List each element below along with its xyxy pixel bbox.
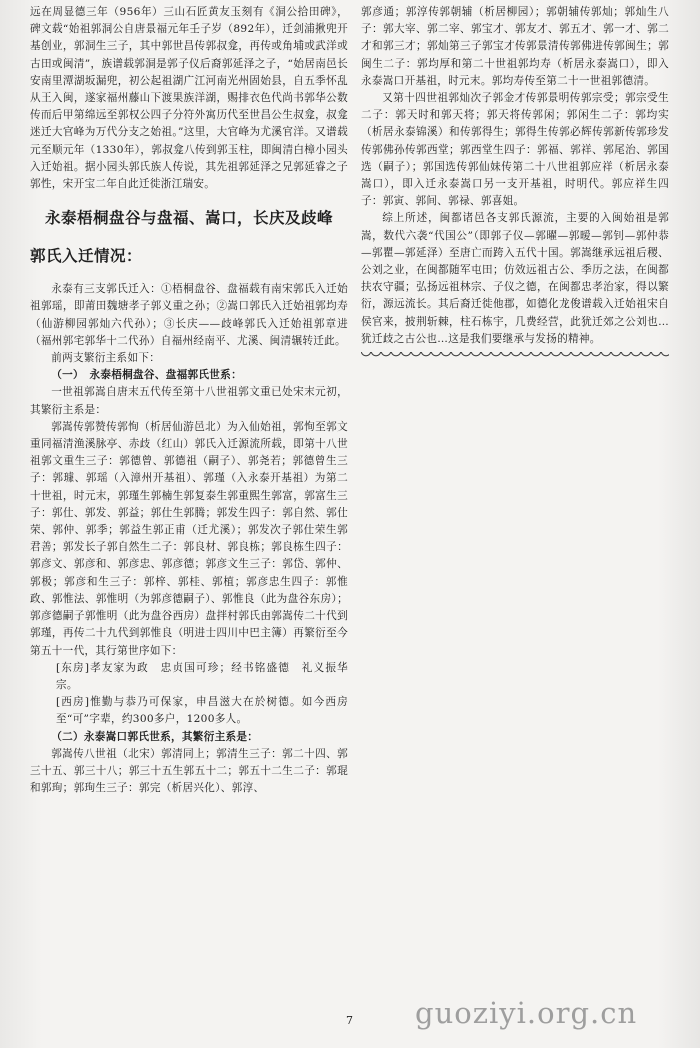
paragraph-songkou-continued: 郭彦通；郭淳传郭朝辅（析居柳园）；郭朝辅传郭灿；郭灿生八子：郭大宰、郭二宰、郭宝才、郭友才、郭五才、郭一才、郭二才和郭三才；郭灿第三子郭宝才传郭景清传郭佛进传郭闽生；郭闽生二子：郭均厚和第二十世祖郭均寿（析居永泰嵩口），即入永泰嵩口开基祖，时元末。郭均寿传至第二十一世祖郭德清。: [361, 6, 669, 87]
paragraph-first-ancestor: 一世祖郭嵩自唐末五代传至第十八世祖郭文重已处宋末元初，其繁衍主系是：: [30, 386, 348, 416]
heading-panggu-panfu-lineage: （一） 永泰梧桐盘谷、盘福郭氏世系：: [51, 369, 242, 382]
paragraph-fourteenth-generation: 又第十四世祖郭灿次子郭金才传郭景明传郭宗受；郭宗受生二子：郭天时和郭天将；郭天将传郭闲；郭闲生二子：郭均实（析居永泰锦溪）和传郭得生；郭得生传郭必辉传郭新传郭珍发传郭佛孙传郭西堂；郭西堂生四子：郭福、郭祥、郭尾治、郭国选（嗣子）；郭国选传郭仙妹传第二十八世祖郭应祥（析居永泰嵩口），即入迁永泰嵩口另一支开基祖，时明代。郭应祥生四子：郭寅、郭间、郭禄、郭喜姐。: [361, 92, 669, 208]
generation-poem-block: [30, 660, 348, 729]
site-watermark: guoziyi.org.cn: [415, 996, 638, 1030]
section-subtitle: 郭氏入迁情况：: [30, 247, 143, 266]
paragraph-three-branches: 永泰有三支郭氏迁入：①梧桐盘谷、盘福载有南宋郭氏入迁始祖郭瑶，即莆田魏塘孝子郭义重之孙；②嵩口郭氏入迁始祖郭均寿（仙游柳园郭灿六代孙）；③长庆——歧峰郭氏入迁始祖郭章进（福州郭宅郭华十二代孙）自福州经南平、尤溪、闽清辗转迁此。: [30, 283, 348, 347]
paragraph-summary: 综上所述，闽都诸邑各支郭氏源流，主要的入闽始祖是郭嵩，数代六袭“代国公”（即郭子仪—郭曜—郭暧—郭钊—郭仲恭—郭瞿—郭延泽）至唐亡而跨入五代十国。郭嵩继承远祖后稷、公刘之业，在闽都随军屯田；仿效远祖古公、季历之法，在闽都扶农守疆；弘扬远祖林宗、子仪之德，在闽都忠孝治家，得以繁衍，源远流长。其后裔迁徙他郡，如德化龙俊谱载入迁始祖宋自侯官来，披荆斩棘，柱石栋宇，几费经营，此犹迁郊之公刘也…犹迁歧之古公也…这是我们要继承与发扬的精神。: [361, 212, 669, 345]
west-branch-poem: [西房]惟勤与恭乃可保家，申昌滋大在於树德。如今西房至“可”字辈，约300多户，1200多人。: [56, 696, 348, 726]
paragraph-main-lines-intro: 前两支繁衍主系如下：: [51, 352, 161, 365]
right-column: [361, 4, 669, 362]
paragraph-guo-dong-stele: 远在周显德三年（956年）三山石匠黄友玉刻有《洞公拾田碑》，碑文载“始祖郭洞公自唐景福元年壬子岁（892年），迁剑浦揪兜开基创业，郭洞生三子，其中郭世昌传郭叔龛，再传或角埔或武洋或古田或闽清”，族谱载郭洞是郭子仪后裔郭延泽之子，“始居南邑长安南里潭湖坂漏兜，初公起祖湖广江河南光州固始县，自五季怀乱从王入闽，遂家福州藤山下渡果族洋湖，赐排衣色代尚书郭华公数传而后甲第绵远至郭权公四子分符外寓历代至世昌公生叔龛，叔龛迷迁大官峰为万代分支之始祖。”这里，大官峰为尤溪官洋。又谱载元至顺元年（1330年），郭叔龛八传到郭玉柱，即闽清白樟小园头入迁始祖。据小园头郭氏族人传说，其先祖郭延泽之兄郭延睿之子郭性，宋开宝二年自此迁徙浙江瑞安。: [30, 6, 348, 191]
east-branch-poem: [东房]孝友家为政 忠贞国可珍；经书铭盛德 礼义振华宗。: [56, 661, 348, 691]
wavy-divider: [361, 352, 669, 362]
left-column: [30, 4, 348, 797]
section-title: 永泰梧桐盘谷与盘福、嵩口，长庆及歧峰: [44, 209, 333, 228]
heading-songkou-lineage: （二）永泰嵩口郭氏世系，其繁衍主系是：: [51, 730, 259, 743]
paragraph-panggu-lineage: 郭嵩传郭赞传郭恂（析居仙游邑北）为入仙始祖，郭恂至郭文重同福清渔溪脉亭、赤歧（红山）郭氏入迁源流所载，即第十八世祖郭文重生三子：郭德曾、郭德祖（嗣子）、郭尧若；郭德曾生三子：郭璩、郭瑶（入漳州开基祖）、郭瑾（入永泰开基祖）为第二十世祖，时元末，郭瑾生郭楠生郭复泰生郭重熙生郭富，郭富生三子：郭仕、郭发、郭益；郭仕生郭腾；郭发生四子：郭自然、郭仕荣、郭仲、郭季；郭益生郭正甫（迁尤溪）；郭发次子郭仕荣生郭君善；郭发长子郭自然生二子：郭良材、郭良栋；郭良栋生四子：郭彦文、郭彦和、郭彦忠、郭彦德；郭彦文生三子：郭岱、郭仲、郭极；郭彦和生三子：郭梓、郭桂、郭植；郭彦忠生四子：郭惟政、郭惟法、郭惟明（为郭彦德嗣子）、郭惟良（此为盘谷东房）；郭彦德嗣子郭惟明（此为盘谷西房）盘拌村郭氏由郭嵩传二十代到郭瑾，再传二十九代到郭惟良（明进士四川中巴主簿）再繁衍至今第五十一代，其行第世序如下：: [30, 420, 348, 657]
page-number: 7: [346, 1014, 353, 1027]
paragraph-songkou-lineage: 郭嵩传八世祖（北宋）郭清同上；郭清生三子：郭二十四、郭三十五、郭三十八；郭三十五生郭五十二；郭五十二生二子：郭琨和郭珣；郭珣生三子：郭完（析居兴化）、郭淳、: [30, 747, 348, 795]
